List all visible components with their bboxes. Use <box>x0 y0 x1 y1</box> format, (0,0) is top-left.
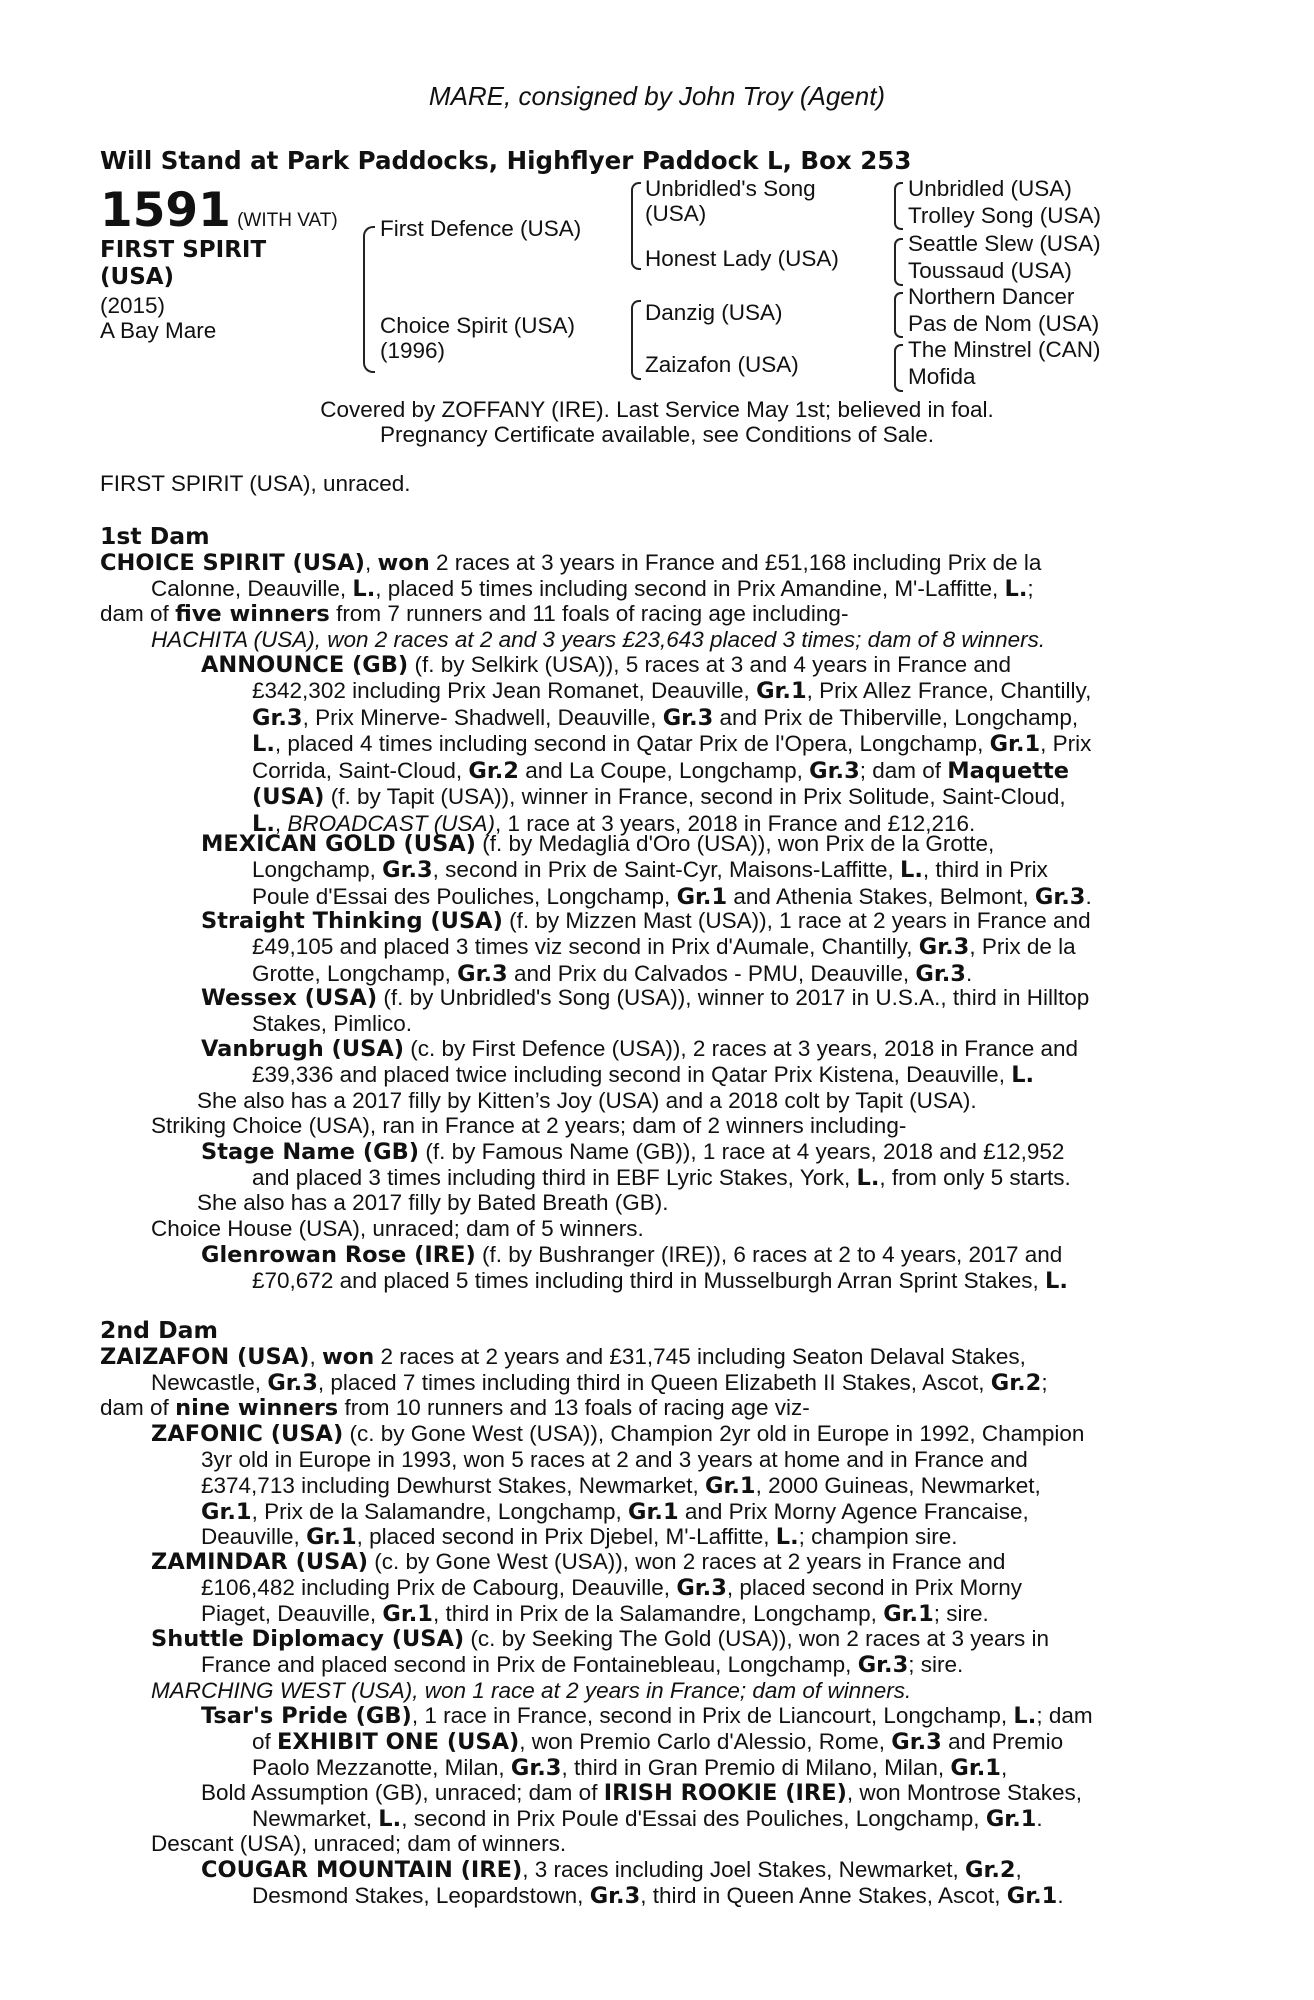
pedigree-brace-sd <box>894 238 903 286</box>
second-dam-summary: ZAIZAFON (USA), won 2 races at 2 years and £31,745 including Seaton Delaval Stakes, <box>100 1344 1026 1370</box>
pedigree-sire: First Defence (USA) <box>380 216 582 241</box>
produce-straight-thinking: Straight Thinking (USA) (f. by Mizzen Mast (USA)), 1 race at 2 years in France and <box>201 908 1091 934</box>
pedigree-gen3-6: Pas de Nom (USA) <box>908 311 1100 336</box>
horse-name-line2: (USA) <box>100 264 175 290</box>
second-dam-name: ZAIZAFON (USA) <box>100 1344 310 1370</box>
also-has-note-1: She also has a 2017 filly by Kitten’s Joy (USA) and a 2018 colt by Tapit (USA). <box>197 1088 977 1113</box>
pedigree-brace-ss <box>894 182 903 230</box>
pedigree-dam-dam: Zaizafon (USA) <box>645 352 799 377</box>
produce-mexican-gold: MEXICAN GOLD (USA) (f. by Medaglia d'Oro (USA)), won Prix de la Grotte, <box>201 831 995 857</box>
pedigree-gen3-4: Toussaud (USA) <box>908 258 1072 283</box>
first-dam-heading: 1st Dam <box>100 522 210 550</box>
produce-marching-west: MARCHING WEST (USA), won 1 race at 2 years in France; dam of winners. <box>151 1678 912 1703</box>
pedigree-sire-dam: Honest Lady (USA) <box>645 246 839 271</box>
produce-zamindar: ZAMINDAR (USA) (c. by Gone West (USA)), won 2 races at 2 years in France and <box>151 1549 1006 1575</box>
pregnancy-certificate-note: Pregnancy Certificate available, see Conditions of Sale. <box>379 422 935 447</box>
pedigree-brace-ds <box>894 292 903 338</box>
produce-descant: Descant (USA), unraced; dam of winners. <box>151 1831 567 1856</box>
lot-number: 1591 <box>100 183 231 238</box>
first-dam-summary: CHOICE SPIRIT (USA), won 2 races at 3 years in France and £51,168 including Prix de la <box>100 550 1042 576</box>
produce-glenrowan-rose: Glenrowan Rose (IRE) (f. by Bushranger (IRE)), 6 races at 2 to 4 years, 2017 and <box>201 1242 1063 1268</box>
pedigree-brace-sire <box>631 182 641 270</box>
produce-tsars-pride: Tsar's Pride (GB), 1 race in France, second in Prix de Liancourt, Longchamp, L.; dam <box>201 1703 1093 1729</box>
pedigree-sire-sire-line2: (USA) <box>645 201 707 226</box>
produce-bold-assumption: Bold Assumption (GB), unraced; dam of IRISH ROOKIE (IRE), won Montrose Stakes, <box>201 1780 1082 1806</box>
horse-name-line1: FIRST SPIRIT <box>100 237 267 263</box>
produce-hachita: HACHITA (USA), won 2 races at 2 and 3 years £23,643 placed 3 times; dam of 8 winners. <box>151 627 1046 652</box>
lot-number-row <box>100 183 338 238</box>
vat-label: (WITH VAT) <box>237 210 338 231</box>
pedigree-gen3-3: Seattle Slew (USA) <box>908 231 1101 256</box>
also-has-note-2: She also has a 2017 filly by Bated Breath (GB). <box>197 1190 669 1215</box>
horse-description: A Bay Mare <box>100 318 217 343</box>
pedigree-dam-sire: Danzig (USA) <box>645 300 783 325</box>
pedigree-dam-line1: Choice Spirit (USA) <box>380 313 576 338</box>
produce-announce: ANNOUNCE (GB) (f. by Selkirk (USA)), 5 races at 3 and 4 years in France and <box>201 652 1011 678</box>
produce-stage-name: Stage Name (GB) (f. by Famous Name (GB)), 1 race at 4 years, 2018 and £12,952 <box>201 1139 1065 1165</box>
pedigree-brace-dd <box>894 344 903 392</box>
pedigree-gen3-8: Mofida <box>908 364 976 389</box>
covered-statement: Covered by ZOFFANY (IRE). Last Service May 1st; believed in foal. <box>320 397 994 422</box>
catalogue-page: MARE, consigned by John Troy (Agent) Will Stand at Park Paddocks, Highflyer Paddock L, Box 253 1591 (WITH VAT) FIRST SPIRIT (USA) (2015) A Bay Mare First Defence (USA) Choice Spirit (USA) (1996) Unbridled's Song (USA) Honest Lady (USA) Danzig (USA) Zaizafon (USA) Unbridled (USA) Trolley Song (USA) Seattle Slew (USA) Toussaud (USA) Northern Dancer Pas de Nom (USA) The Minstrel (CAN) Mofida Covered by ZOFFANY (IRE). Last Service May 1st; believed in foal. Pregnancy Certificate available, see Conditions of Sale. FIRST SPIRIT (USA), unraced. 1st Dam CHOICE SPIRIT (USA), won 2 races at 3 years in France and £51,168 including Prix de la Calonne, Deauville, L., placed 5 times including second in Prix Amandine, M'-Laffitte, L.; dam of five winners from 7 runners and 11 foals of racing age including- HACHITA (USA), won 2 races at 2 and 3 years £23,643 placed 3 times; dam of 8 winners. ANNOUNCE (GB) (f. by Selkirk (USA)), 5 races at 3 and 4 years in France and £342,302 including Prix Jean Romanet, Deauville, Gr.1, Prix Allez France, Chantilly, Gr.3, Prix Minerve- Shadwell, Deauville, Gr.3 and Prix de Thiberville, Longchamp, L., placed 4 times including second in Qatar Prix de l'Opera, Longchamp, Gr.1, Prix Corrida, Saint-Cloud, Gr.2 and La Coupe, Longchamp, Gr.3; dam of Maquette (USA) (f. by Tapit (USA)), winner in France, second in Prix Solitude, Saint-Cloud, L., BROADCAST (USA), 1 race at 3 years, 2018 in France and £12,216. MEXICAN GOLD (USA) (f. by Medaglia d'Oro (USA)), won Prix de la Grotte, Longchamp, Gr.3, second in Prix de Saint-Cyr, Maisons-Laffitte, L., third in Prix Poule d'Essai des Pouliches, Longchamp, Gr.1 and Athenia Stakes, Belmont, Gr.3. Straight Thinking (USA) (f. by Mizzen Mast (USA)), 1 race at 2 years in France and £49,105 and placed 3 times viz second in Prix d'Aumale, Chantilly, Gr.3, Prix de la Grotte, Longchamp, Gr.3 and Prix du Calvados - PMU, Deauville, Gr.3. Wessex (USA) (f. by Unbridled's Song (USA)), winner to 2017 in U.S.A., third in Hilltop Stakes, Pimlico. Vanbrugh (USA) (c. by First Defence (USA)), 2 races at 3 years, 2018 in France and £39,336 and placed twice including second in Qatar Prix Kistena, Deauville, L. She also has a 2017 filly by Kitten’s Joy (USA) and a 2018 colt by Tapit (USA). Striking Choice (USA), ran in France at 2 years; dam of 2 winners including- Stage Name (GB) (f. by Famous Name (GB)), 1 race at 4 years, 2018 and £12,952 and placed 3 times including third in EBF Lyric Stakes, York, L., from only 5 starts. She also has a 2017 filly by Bated Breath (GB). Choice House (USA), unraced; dam of 5 winners. Glenrowan Rose (IRE) (f. by Bushranger (IRE)), 6 races at 2 to 4 years, 2017 and £70,672 and placed 5 times including third in Musselburgh Arran Sprint Stakes, L. 2nd Dam ZAIZAFON (USA), won 2 races at 2 years and £31,745 including Seaton Delaval Stakes, Newcastle, Gr.3, placed 7 times including third in Queen Elizabeth II Stakes, Ascot, Gr.2; dam of nine winners from 10 runners and 13 foals of racing age viz- ZAFONIC (USA) (c. by Gone West (USA)), Champion 2yr old in Europe in 1992, Champion 3yr old in Europe in 1993, won 5 races at 2 and 3 years at home and in France and £374,713 including Dewhurst Stakes, Newmarket, Gr.1, 2000 Guineas, Newmarket, Gr.1, Prix de la Salamandre, Longchamp, Gr.1 and Prix Morny Agence Francaise, Deauville, Gr.1, placed second in Prix Djebel, M'-Laffitte, L.; champion sire. ZAMINDAR (USA) (c. by Gone West (USA)), won 2 races at 2 years in France and £106,482 including Prix de Cabourg, Deauville, Gr.3, placed second in Prix Morny Piaget, Deauville, Gr.1, third in Prix de la Salamandre, Longchamp, Gr.1; sire. Shuttle Diplomacy (USA) (c. by Seeking The Gold (USA)), won 2 races at 3 years in France and placed second in Prix de Fontainebleau, Longchamp, Gr.3; sire. MARCHING WEST (USA), won 1 race at 2 years in France; dam of winners. Tsar's Pride (GB), 1 race in France, second in Prix de Liancourt, Longchamp, L.; dam of EXHIBIT ONE (USA), won Premio Carlo d'Alessio, Rome, Gr.3 and Premio Paolo Mezzanotte, Milan, Gr.3, third in Gran Premio di Milano, Milan, Gr.1, Bold Assumption (GB), unraced; dam of IRISH ROOKIE (IRE), won Montrose Stakes, Newmarket, L., second in Prix Poule d'Essai des Pouliches, Longchamp, Gr.1. Descant (USA), unraced; dam of winners. COUGAR MOUNTAIN (IRE), 3 races including Joel Stakes, Newmarket, Gr.2, Desmond Stakes, Leopardstown, Gr.3, third in Queen Anne Stakes, Ascot, Gr.1. <box>0 0 1314 2000</box>
produce-cougar-mountain: COUGAR MOUNTAIN (IRE), 3 races including Joel Stakes, Newmarket, Gr.2, <box>201 1857 1022 1883</box>
pedigree-gen3-2: Trolley Song (USA) <box>908 203 1101 228</box>
stand-location: Will Stand at Park Paddocks, Highflyer Paddock L, Box 253 <box>100 146 912 175</box>
second-dam-heading: 2nd Dam <box>100 1316 218 1344</box>
produce-vanbrugh: Vanbrugh (USA) (c. by First Defence (USA)), 2 races at 3 years, 2018 in France and <box>201 1036 1079 1062</box>
pedigree-gen3-7: The Minstrel (CAN) <box>908 337 1101 362</box>
pedigree-sire-sire-line1: Unbridled's Song <box>645 176 816 201</box>
produce-shuttle-diplomacy: Shuttle Diplomacy (USA) (c. by Seeking The Gold (USA)), won 2 races at 3 years in <box>151 1626 1050 1652</box>
unraced-statement: FIRST SPIRIT (USA), unraced. <box>100 471 411 496</box>
foaling-year: (2015) <box>100 293 166 318</box>
pedigree-gen3-5: Northern Dancer <box>908 284 1075 309</box>
page-title: MARE, consigned by John Troy (Agent) <box>428 81 886 111</box>
pedigree-dam-line2: (1996) <box>380 338 446 363</box>
produce-choice-house: Choice House (USA), unraced; dam of 5 winners. <box>151 1216 644 1241</box>
pedigree-brace-dam <box>631 300 641 380</box>
first-dam-name: CHOICE SPIRIT (USA) <box>100 550 365 576</box>
produce-striking-choice: Striking Choice (USA), ran in France at 2 years; dam of 2 winners including- <box>151 1113 907 1138</box>
pedigree-brace-gen1 <box>363 226 375 373</box>
produce-zafonic: ZAFONIC (USA) (c. by Gone West (USA)), Champion 2yr old in Europe in 1992, Champion <box>151 1421 1085 1447</box>
pedigree-gen3-1: Unbridled (USA) <box>908 176 1072 201</box>
produce-wessex: Wessex (USA) (f. by Unbridled's Song (USA)), winner to 2017 in U.S.A., third in Hilltop <box>201 985 1090 1011</box>
